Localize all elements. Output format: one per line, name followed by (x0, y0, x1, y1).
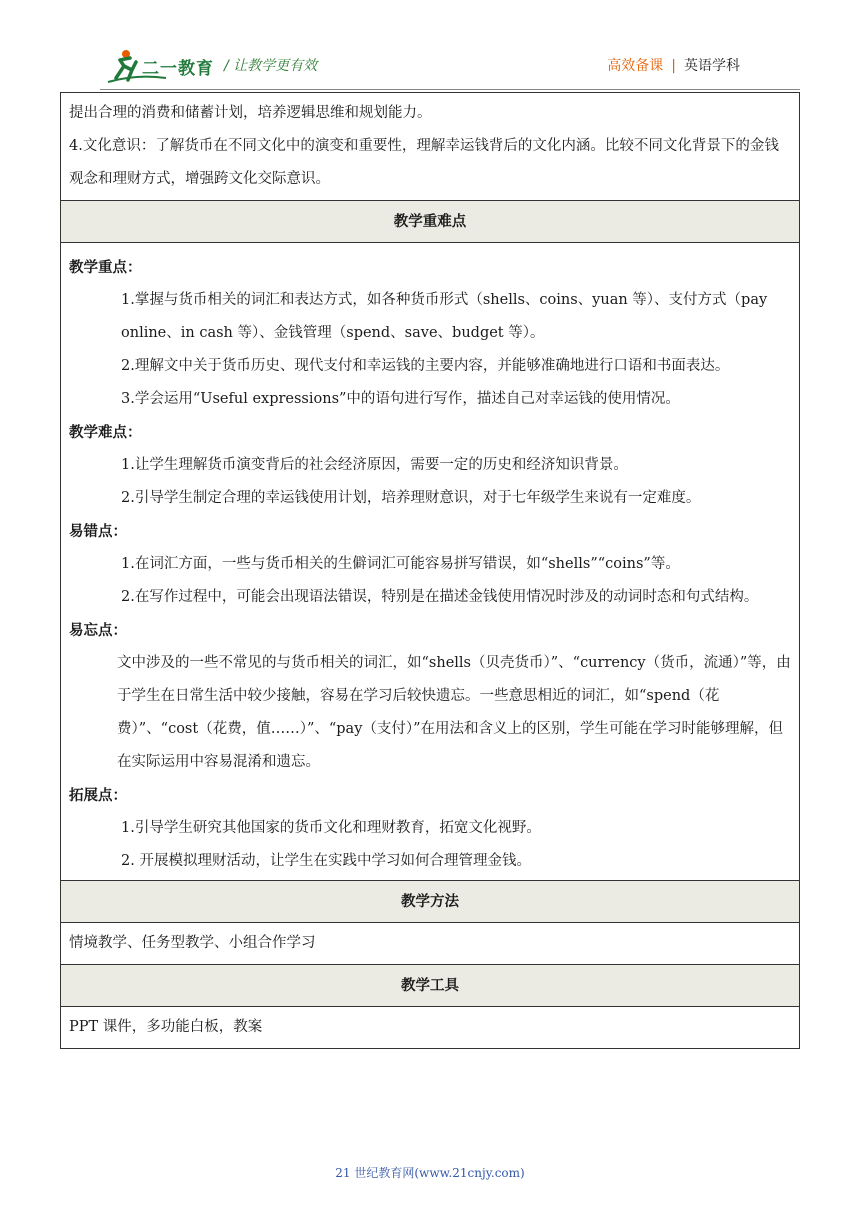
difficult-item: 2.引导学生制定合理的幸运钱使用计划，培养理财意识，对于七年级学生来说有一定难度。 (121, 490, 701, 506)
tools-content: PPT 课件，多功能白板，教案 (61, 1007, 799, 1049)
extend-label: 拓展点： (69, 787, 127, 804)
key-difficult-cell (61, 243, 799, 881)
difficult-label: 教学难点： (69, 424, 142, 441)
forget-text: 文中涉及的一些不常见的与货币相关的词汇，如“shells（贝壳货币）”、“currency（货币，流通）”等，由于学生在日常生活中较少接触，容易在学习后较快遗忘。一些意思相近的词汇，如“spend（花费）”、“cost（花费，值……）”、“pay（支付）”在用法和含义上的区别，学生可能在学习时能够理解，但在实际运用中容易混淆和遗忘。 (117, 655, 791, 770)
error-label: 易错点： (69, 523, 127, 540)
goals-line-1: 提出合理的消费和储蓄计划，培养逻辑思维和规划能力。 (69, 105, 432, 121)
key-item: 1.掌握与货币相关的词汇和表达方式，如各种货币形式（shells、coins、yuan 等）、支付方式（pay online、in cash 等）、金钱管理（spend、save、budget 等）。 (121, 292, 768, 341)
section-header-key-difficult: 教学重难点 (61, 201, 799, 243)
header-separator: | (671, 58, 676, 74)
brand-slogan: / 让教学更有效 (224, 58, 318, 74)
forget-label: 易忘点： (69, 622, 127, 639)
key-item: 2.理解文中关于货币历史、现代支付和幸运钱的主要内容，并能够准确地进行口语和书面表达。 (121, 358, 730, 374)
extend-item: 2. 开展模拟理财活动，让学生在实践中学习如何合理管理金钱。 (121, 853, 531, 869)
lesson-plan-table (60, 92, 800, 1049)
key-item: 3.学会运用“Useful expressions”中的语句进行写作，描述自己对幸运钱的使用情况。 (121, 391, 680, 407)
key-label: 教学重点： (69, 259, 142, 276)
header-tag: 高效备课 (607, 58, 664, 74)
goals-line-2: 4.文化意识：了解货币在不同文化中的演变和重要性，理解幸运钱背后的文化内涵。比较不同文化背景下的金钱观念和理财方式，增强跨文化交际意识。 (69, 138, 779, 187)
page-footer: 21 世纪教育网(www.21cnjy.com) (335, 1166, 525, 1180)
extend-item: 1.引导学生研究其他国家的货币文化和理财教育，拓宽文化视野。 (121, 820, 541, 836)
page-header (60, 40, 800, 90)
section-header-method: 教学方法 (61, 881, 799, 923)
error-item: 1.在词汇方面，一些与货币相关的生僻词汇可能容易拼写错误，如“shells”“coins”等。 (121, 556, 680, 572)
section-header-tools: 教学工具 (61, 965, 799, 1007)
header-divider (100, 89, 800, 90)
goals-cell (61, 93, 799, 201)
brand-name: 二一教育 (142, 59, 214, 79)
difficult-item: 1.让学生理解货币演变背后的社会经济原因，需要一定的历史和经济知识背景。 (121, 457, 628, 473)
header-right (607, 55, 740, 75)
error-item: 2.在写作过程中，可能会出现语法错误，特别是在描述金钱使用情况时涉及的动词时态和句式结构。 (121, 589, 759, 605)
header-subject: 英语学科 (684, 58, 740, 74)
method-content: 情境教学、任务型教学、小组合作学习 (61, 923, 799, 965)
